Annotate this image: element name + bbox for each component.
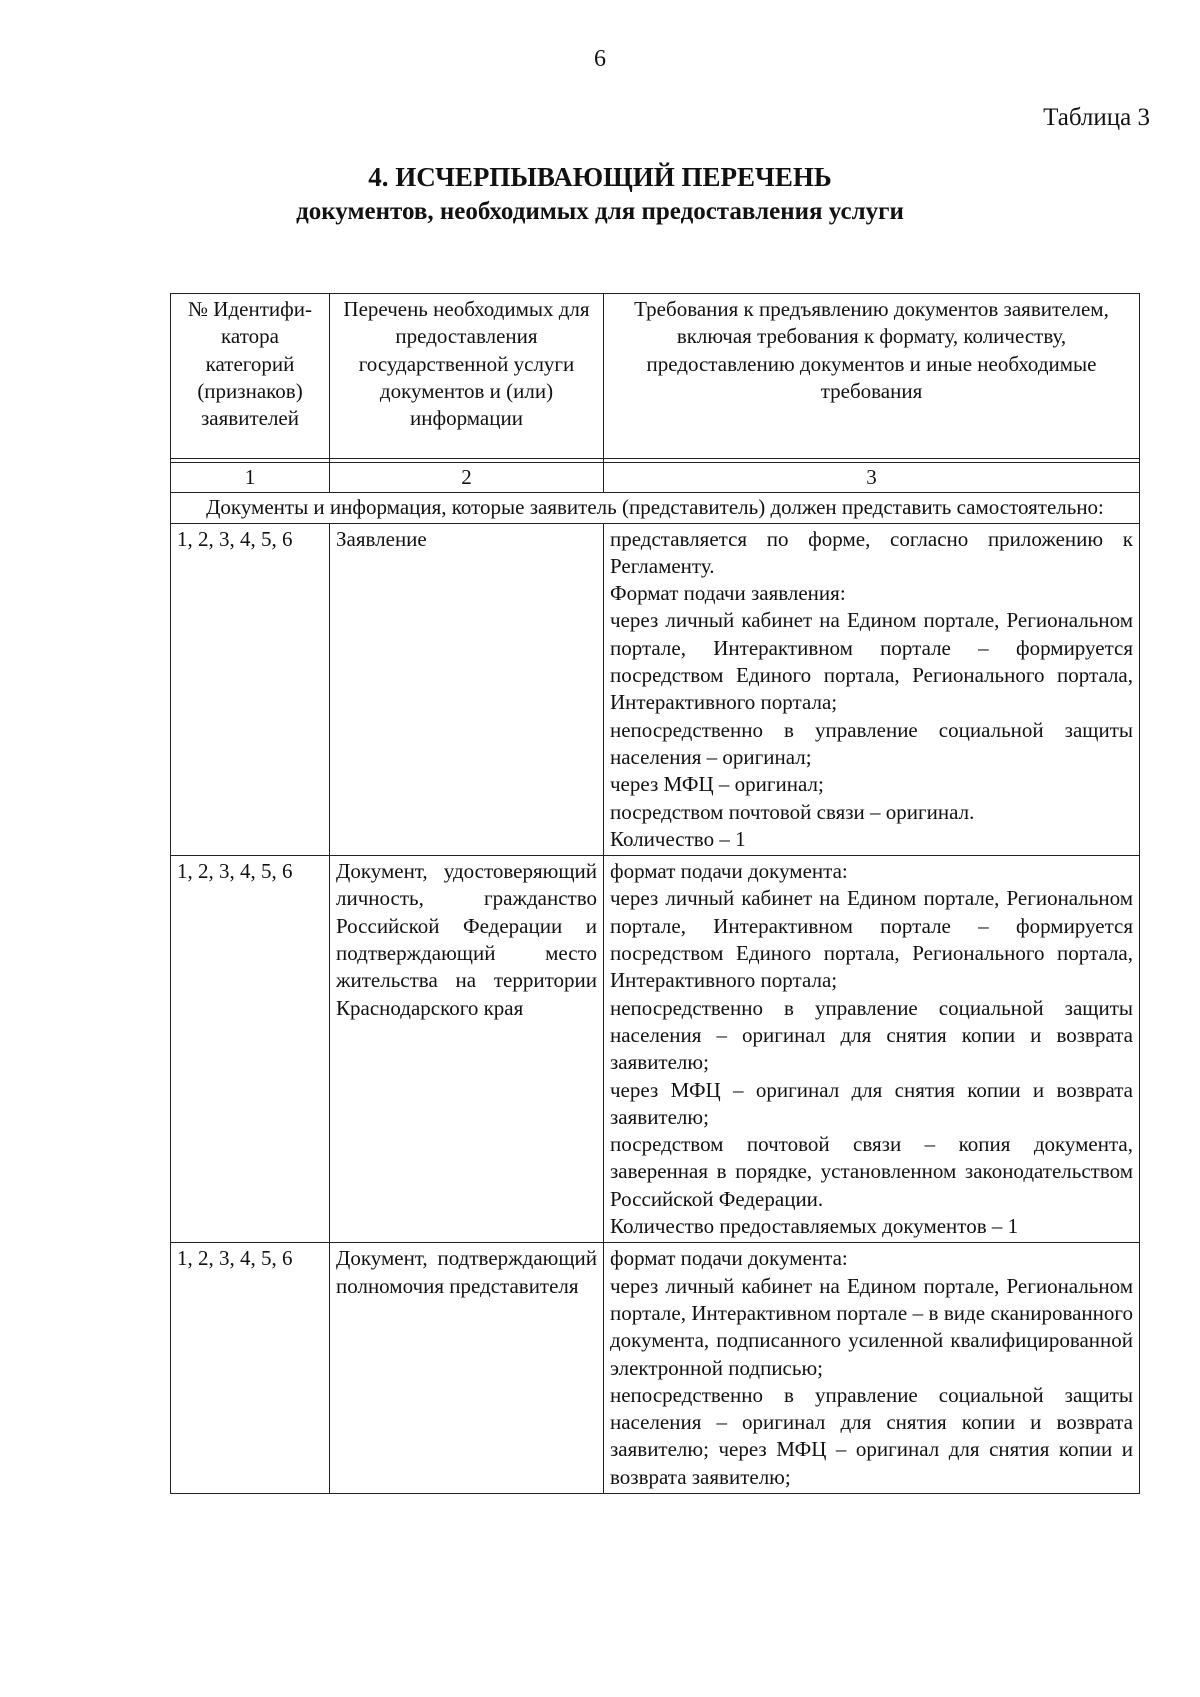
header-category-id: № Идентифи-катора категорий (признаков) заявителей <box>171 294 330 459</box>
row-document-name: Документ, подтверждающий полномочия представителя <box>330 1243 604 1494</box>
table-row <box>171 1243 1140 1494</box>
table-row <box>171 856 1140 1243</box>
section-title-row <box>171 493 1140 523</box>
requirement-line: Количество – 1 <box>610 826 746 851</box>
page-number: 6 <box>594 46 606 72</box>
row-document-name: Заявление <box>330 523 604 856</box>
requirement-line: через личный кабинет на Едином портале, Региональном портале, Интерактивном портале – формируется посредством Единого портала, Регионального портала, Интерактивного портала; <box>610 886 1133 993</box>
header-requirements: Требования к предъявлению документов заявителем, включая требования к формату, количеству, предоставлению документов и иные необходимые требования <box>604 294 1140 459</box>
requirement-line: через личный кабинет на Едином портале, Региональном портале, Интерактивном портале – формируется посредством Единого портала, Регионального портала, Интерактивного портала; <box>610 608 1133 715</box>
requirement-line: через МФЦ – оригинал для снятия копии и возврата заявителю; <box>610 1077 1133 1129</box>
requirement-line: непосредственно в управление социальной защиты населения – оригинал для снятия копии и возврата заявителю; <box>610 995 1133 1075</box>
requirement-line: посредством почтовой связи – оригинал. <box>610 799 975 824</box>
row-categories: 1, 2, 3, 4, 5, 6 <box>171 856 330 1243</box>
requirement-line: формат подачи документа: <box>610 859 848 884</box>
requirement-line: посредством почтовой связи – копия документа, заверенная в порядке, установленном законодательством Российской Федерации. <box>610 1132 1133 1211</box>
column-number: 3 <box>604 463 1140 493</box>
row-requirements <box>604 523 1140 856</box>
row-categories: 1, 2, 3, 4, 5, 6 <box>171 1243 330 1494</box>
table-row <box>171 523 1140 856</box>
requirement-line: формат подачи документа: <box>610 1246 848 1271</box>
column-number: 2 <box>330 463 604 493</box>
section-title: Документы и информация, которые заявитель (представитель) должен представить самостоятельно: <box>171 493 1140 523</box>
requirement-line: Количество предоставляемых документов – 1 <box>610 1214 1019 1239</box>
row-requirements <box>604 856 1140 1243</box>
document-subtitle: документов, необходимых для предоставления услуги <box>296 198 904 225</box>
document-title: 4. ИСЧЕРПЫВАЮЩИЙ ПЕРЕЧЕНЬ <box>368 162 832 192</box>
requirement-line: непосредственно в управление социальной защиты населения – оригинал; <box>610 717 1133 769</box>
requirement-line: через личный кабинет на Едином портале, Региональном портале, Интерактивном портале – в виде сканированного документа, подписанного усиленной квалифицированной электронной подписью; <box>610 1273 1133 1380</box>
column-number: 1 <box>171 463 330 493</box>
requirement-line: Формат подачи заявления: <box>610 581 846 606</box>
row-requirements <box>604 1243 1140 1494</box>
row-categories: 1, 2, 3, 4, 5, 6 <box>171 523 330 856</box>
documents-table <box>170 293 1140 1494</box>
row-document-name: Документ, удостоверяющий личность, гражданство Российской Федерации и подтверждающий место жительства на территории Краснодарского края <box>330 856 604 1243</box>
column-numbers-row <box>171 463 1140 493</box>
requirement-line: представляется по форме, согласно приложению к Регламенту. <box>610 526 1133 578</box>
table-header-row <box>171 294 1140 459</box>
requirement-line: через МФЦ – оригинал; <box>610 772 824 797</box>
header-documents-list: Перечень необходимых для предоставления государственной услуги документов и (или) информации <box>330 294 604 459</box>
requirement-line: непосредственно в управление социальной защиты населения – оригинал для снятия копии и возврата заявителю; через МФЦ – оригинал для снятия копии и возврата заявителю; <box>610 1382 1133 1489</box>
table-label: Таблица 3 <box>1043 104 1150 131</box>
